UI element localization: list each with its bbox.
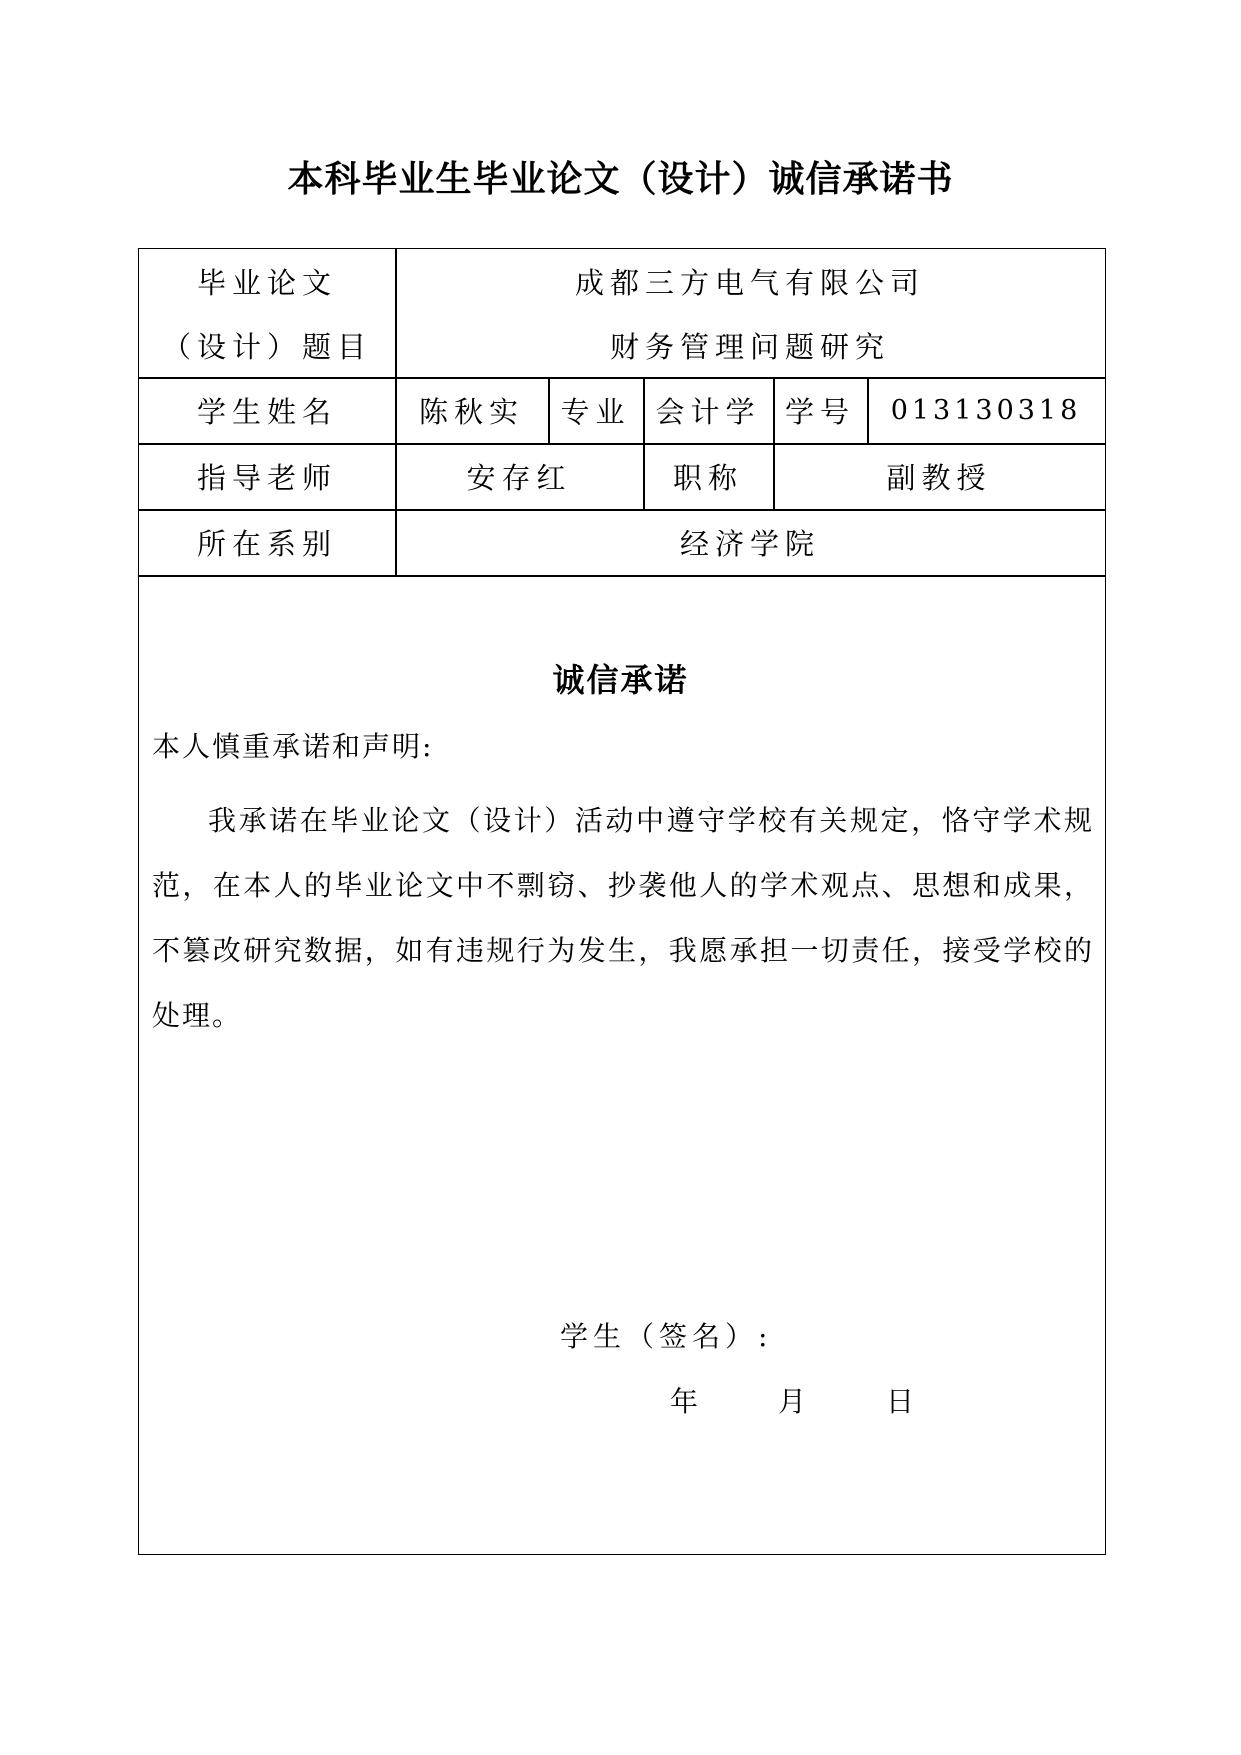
date-day-label: 日 (886, 1385, 915, 1418)
advisor-label: 指导老师 (196, 460, 337, 495)
thesis-topic-line1: 成都三方电气有限公司 (574, 265, 925, 300)
title-label: 职称 (672, 460, 743, 495)
row-divider (139, 575, 1105, 577)
advisor-value: 安存红 (466, 460, 572, 495)
advisor-title-value: 副教授 (886, 460, 992, 495)
date-year-label: 年 (670, 1385, 699, 1418)
pledge-heading: 诚信承诺 (552, 661, 689, 699)
major-label: 专业 (560, 394, 631, 429)
student-name-label: 学生姓名 (196, 394, 337, 429)
student-id-value: 013130318 (890, 394, 1082, 426)
thesis-topic-label-line1: 毕业论文 (196, 265, 337, 300)
major-value: 会计学 (655, 394, 761, 429)
pledge-body: 我承诺在毕业论文（设计）活动中遵守学校有关规定，恪守学术规范，在本人的毕业论文中不剽窃、抄袭他人的学术观点、思想和成果，不篡改研究数据，如有违规行为发生，我愿承担一切责任，接受学校的处理。 (152, 804, 1094, 1032)
student-id-label: 学号 (784, 394, 855, 429)
student-name-value: 陈秋实 (418, 394, 524, 429)
department-label: 所在系别 (196, 526, 337, 561)
pledge-intro: 本人慎重承诺和声明: (152, 730, 434, 763)
thesis-topic-line2: 财务管理问题研究 (609, 329, 890, 364)
date-month-label: 月 (778, 1385, 807, 1418)
department-value: 经济学院 (679, 526, 820, 561)
signature-label: 学生（签名）: (560, 1320, 773, 1353)
page-title: 本科毕业生毕业论文（设计）诚信承诺书 (287, 159, 954, 200)
thesis-topic-label-line2: （设计）题目 (161, 329, 372, 364)
